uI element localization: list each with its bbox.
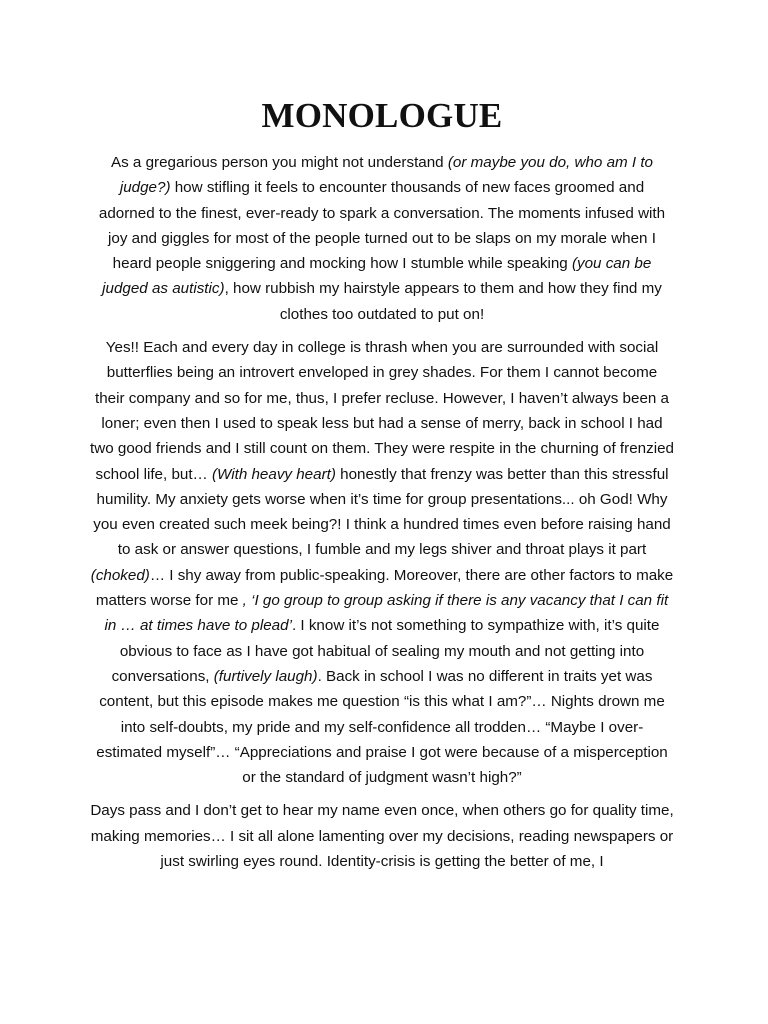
italic-aside: , ‘I go group to group asking if there is any vacancy that I can fit in … at times have to plead’ [104, 592, 669, 635]
document-title: MONOLOGUE [261, 96, 503, 135]
text-span: Yes!! Each and every day in college is thrash when you are surrounded with social butterflies being an introvert enveloped in grey shades. For them I cannot become their company and so for me, thus, I prefer recluse. However, I haven’t always been a loner; even then I used to speak less but had a sense of merry, back in school I had two good friends and I still count on them. They were respite in the churning of frenzied school life, but… [90, 339, 674, 483]
paragraph-3 [90, 798, 674, 874]
italic-aside: (choked) [90, 566, 150, 584]
italic-aside: (With heavy heart) [211, 465, 336, 483]
paragraph-2 [90, 335, 674, 790]
text-span: , how rubbish my hairstyle appears to them and how they find my clothes too outdated to put on! [224, 280, 662, 323]
text-span: how stifling it feels to encounter thousands of new faces groomed and adorned to the finest, ever-ready to spark a conversation. The moments infused with joy and giggles for most of the people turned out to be slaps on my morale when I heard people sniggering and mocking how I stumble while speaking [98, 179, 666, 273]
paragraph-1 [90, 150, 674, 327]
text-span: . I know it’s not something to sympathize with, it’s quite obvious to face as I have got habitual of sealing my mouth and not getting into conversations, [111, 617, 660, 685]
italic-aside: (furtively laugh) [213, 667, 318, 685]
text-span: Days pass and I don’t get to hear my name even once, when others go for quality time, making memories… I sit all alone lamenting over my decisions, reading newspapers or just swirling eyes round. Identity-crisis is getting the better of me, I [90, 802, 674, 871]
text-span: honestly that frenzy was better than this stressful humility. My anxiety gets worse when it’s time for group presentations... oh God! Why you even created such meek being?! I think a hundred times even before raising hand to ask or answer questions, I fumble and my legs shiver and throat plays it part [93, 465, 671, 559]
text-span: . Back in school I was no different in traits yet was content, but this episode makes me question “is this what I am?”… Nights drown me into self-doubts, my pride and my self-confidence all trodden… “Maybe I over-estimated myself”… “Appreciations and praise I got were because of a misperception or the standard of judgment wasn’t high?” [96, 667, 668, 787]
text-span: As a gregarious person you might not understand [110, 154, 448, 171]
italic-aside: (or maybe you do, who am I to judge?) [119, 154, 653, 197]
italic-aside: (you can be judged as autistic) [102, 255, 652, 298]
text-span: … I shy away from public-speaking. Moreover, there are other factors to make matters worse for me [95, 566, 674, 610]
